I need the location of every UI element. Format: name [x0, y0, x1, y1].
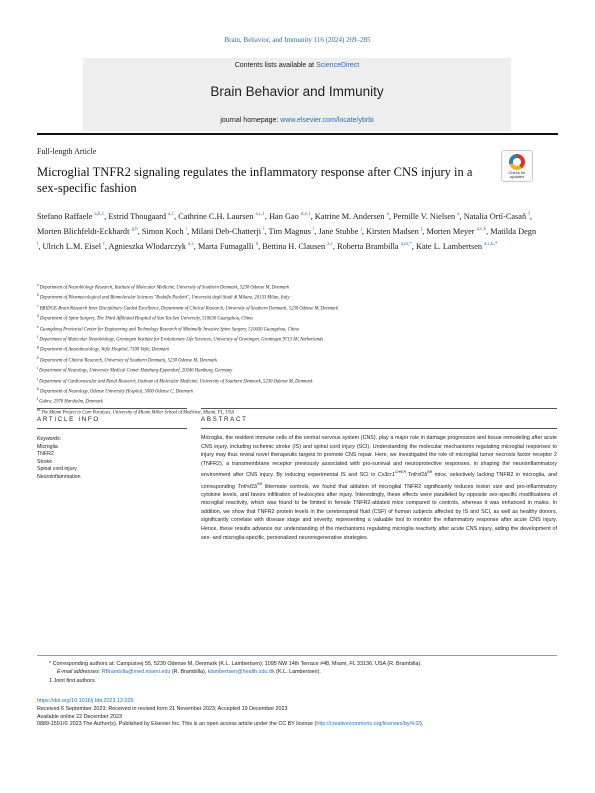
author[interactable]: [464, 212, 530, 221]
keywords-list: [37, 444, 187, 482]
author-affiliation-marks[interactable]: a,1: [168, 212, 175, 217]
author-name: Han Gao: [269, 211, 299, 221]
author-affiliation-marks[interactable]: a: [457, 212, 460, 217]
author-name: Milani Deb-Chatterji: [191, 226, 262, 236]
gene-name: Tnfrsf1b: [237, 483, 258, 490]
author-name: Roberta Brambilla: [337, 242, 399, 252]
affiliation-text: BRIDGE-Brain Research Inter Disciplinary Guided Excellence, Department of Clinical Research, University of Southern Denmark, 5230 Odense M, Denmark: [38, 306, 339, 312]
affiliation: [37, 365, 557, 375]
author-affiliation-marks[interactable]: i: [185, 227, 188, 233]
affiliation-mark: i: [37, 366, 38, 371]
author[interactable]: [37, 227, 138, 236]
homepage-link[interactable]: www.elsevier.com/locate/ybrbi: [280, 117, 374, 124]
affiliation-text: Department of Anaesthesiology, Vejle Hospital, 7100 Vejle, Denmark: [38, 348, 170, 353]
author[interactable]: [262, 242, 333, 251]
contents-prefix: Contents lists available at: [234, 62, 317, 69]
author-name: Simon Koch: [141, 226, 184, 236]
author[interactable]: [337, 242, 412, 251]
doi-link[interactable]: https://doi.org/10.1016/j.bbi.2023.12.025: [37, 698, 134, 704]
author-name: Matilda Degn: [490, 226, 537, 236]
affiliation-text: The Miami Project to Cure Paralysis, University of Miami Miller School of Medicine, Miami, FL, USA: [39, 410, 234, 416]
author[interactable]: [318, 227, 361, 236]
author-affiliation-marks[interactable]: b: [255, 242, 259, 248]
joint-author-footnote: 1 Joint first authors.: [49, 677, 97, 684]
author-name: Katrine M. Andersen: [314, 211, 385, 221]
keywords-label: Keywords:: [37, 436, 62, 442]
check-for-updates-badge[interactable]: [501, 150, 533, 182]
email-owner: (R. Brambilla),: [170, 669, 208, 676]
copyright-line: [37, 721, 557, 729]
affiliation: [37, 355, 557, 365]
affiliation: [37, 396, 557, 406]
affiliation-mark: g: [37, 345, 39, 350]
author-name: Cathrine C.H. Laursen: [178, 211, 254, 221]
affiliation: [37, 303, 557, 313]
keyword: Stroke: [37, 458, 52, 465]
author[interactable]: [269, 212, 311, 221]
keyword: Neuroinflammation: [37, 473, 81, 480]
affiliation: [37, 313, 557, 323]
author-affiliation-marks[interactable]: a,m,*: [400, 242, 412, 248]
journal-name: Brain Behavior and Immunity: [210, 84, 384, 99]
author-affiliation-marks[interactable]: a,c: [188, 242, 194, 248]
gene-name: :Tnfrsf1b: [406, 471, 428, 478]
header-rule: [37, 133, 558, 135]
affiliation-text: Department of Cardiovascular and Renal Research, Institute of Molecular Medicine, University of Southern Denmark, 5230 Odense M, Denmark: [38, 379, 313, 385]
author-name: Ulrich L.M. Eisel: [42, 242, 102, 252]
affiliation-mark: k: [37, 387, 39, 392]
keyword: Spinal cord injury: [37, 466, 77, 473]
keywords-block: [37, 436, 187, 482]
copyright-suffix: ).: [420, 721, 424, 728]
author-name: Morten Blichfeldt-Eckhardt: [37, 226, 130, 236]
abstract-rule: [201, 408, 557, 409]
email-link-brambilla[interactable]: RBrambilla@med.miami.edu: [101, 669, 171, 676]
contents-line: [83, 62, 511, 69]
author[interactable]: [416, 242, 497, 251]
author-affiliation-marks[interactable]: j: [420, 227, 423, 233]
copyright-text: 0889-1591/© 2023 The Author(s). Published by Elsevier Inc. This is an open access article under the CC BY license (: [37, 721, 317, 728]
author-name: Estrid Thougaard: [108, 211, 167, 221]
affiliation: [37, 282, 557, 292]
check-updates-icon: [509, 154, 525, 170]
license-link[interactable]: http://creativecommons.org/licenses/by/4.0/: [316, 721, 421, 728]
author[interactable]: [426, 227, 486, 236]
author-affiliation-marks[interactable]: a,c,k,*: [484, 242, 498, 248]
author-affiliation-marks[interactable]: g,h: [131, 227, 138, 233]
affiliation-mark: m: [37, 407, 40, 412]
affiliation-mark: l: [37, 397, 38, 402]
journal-citation[interactable]: Brain, Behavior, and Immunity 116 (2024) 269–285: [224, 36, 371, 44]
gene-sup: fl/fl: [257, 481, 263, 486]
affiliation-mark: e: [37, 324, 39, 329]
author-name: Kirsten Madsen: [365, 226, 419, 236]
affiliation-mark: c: [37, 303, 39, 308]
affiliation: [37, 324, 557, 334]
abstract-heading: ABSTRACT: [201, 416, 248, 423]
author-affiliation-marks[interactable]: j: [360, 227, 362, 233]
affiliation-text: Gubra, 2970 Hørsholm, Denmark: [38, 400, 103, 406]
affiliation-mark: b: [37, 293, 39, 298]
affiliation-text: Guangdong Provincial Center for Engineering and Technology Research of Minimally Invasive Spine Surgery, 510630 Guangzhou, China: [38, 327, 300, 333]
homepage-prefix: journal homepage:: [220, 117, 281, 124]
author-name: Stefano Raffaele: [37, 211, 93, 221]
author-affiliation-marks[interactable]: a,c,k: [476, 227, 487, 233]
abstract-text: [201, 434, 557, 542]
abstract-rule-lower: [201, 428, 557, 429]
affiliation-mark: a: [37, 283, 39, 287]
email-label: E-mail addresses:: [57, 669, 102, 676]
author-name: Agnieszka Wlodarczyk: [108, 242, 187, 252]
author-affiliation-marks[interactable]: i: [263, 227, 265, 233]
badge-label: Check for updates: [508, 169, 526, 179]
author-list: Stefano Raffaele $^{a,b,1}$, Estrid Thougaard $^{a,1}$, Cathrine C.H. Laursen $^{a,c,1}$, Han Gao $^{d,e,1}$, Katrine M. Andersen $^a$, Pernille V. Nielsen $^a$, Natalia Ortí-Casañ $^f$, Morten Blichfeldt-Eckhardt $^{g,h}$, Simon Koch $^i$, Milani Deb-Chatterji $^i$, Tim Magnus $^i$, Jane Stubbe $^j$, Kirsten Madsen $^j$, Morten Meyer $^{a,c,k}$, Matilda Degn $^l$, Ulrich L.M. Eisel $^f$, Agnieszka Wlodarczyk $^{a,c}$, Marta Fumagalli $^b$, Bettina H. Clausen $^{a,c}$, Roberta Brambilla $^{a,m,*}$, Kate L. Lambertsen $^{a,c,k,*}$: [37, 211, 537, 252]
affiliation-list: [37, 282, 557, 417]
affiliation: [37, 344, 557, 354]
affiliation: [37, 292, 557, 302]
footnotes: [37, 660, 557, 685]
author-affiliation-marks[interactable]: d,e,1: [300, 212, 311, 217]
author[interactable]: [142, 227, 187, 236]
author-affiliation-marks[interactable]: i: [312, 227, 315, 233]
homepage-line: [83, 117, 511, 124]
author[interactable]: [393, 212, 459, 221]
author[interactable]: [108, 212, 174, 221]
author[interactable]: [178, 212, 265, 221]
affiliation-text: Department of Neurology, Odense University Hospital, 5000 Odense C, Denmark: [38, 389, 194, 395]
gene-sup: CreER: [394, 470, 407, 475]
affiliation-text: Department of Clinical Research, University of Southern Denmark, 5230 Odense M, Denmark: [38, 358, 218, 364]
author-name: Bettina H. Clausen: [262, 242, 326, 252]
author[interactable]: [109, 242, 194, 251]
author-name: Kate L. Lambertsen: [415, 242, 483, 252]
author-affiliation-marks[interactable]: a: [386, 212, 389, 217]
affiliation-mark: f: [37, 335, 39, 340]
abstract-part: littermate controls, we found that ablation of microglial TNFR2 significantly reduces lesion size and pro-inflammatory cytokine levels, and favors infiltration of leukocytes after injury. Interestingly, these effects were paralleled by opposite sex-specific modifications of microglial reactivity, which was found to be limited in female TNFR2-ablated mice compared to controls, whereas it was enhanced in males. In addition, we show that TNFR2 protein levels in the cerebrospinal fluid (CSF) of human subjects affected by IS and SCI, as well as healthy donors, significantly correlate with disease stage and severity, representing a valuable tool to monitor the inflammatory response after acute CNS injury. Hence, these results advance our understanding of the mechanisms regulating microglia reactivity after acute CNS injury, aiding the development of sex- and microglia-specific, personalized neuroregenerative strategies.: [201, 483, 557, 541]
affiliation-text: Department of Neurology, University Medical Center Hamburg-Eppendorf, 20246 Hamburg, Germany: [38, 368, 233, 374]
author[interactable]: [191, 227, 264, 236]
affiliation-text: Department of Molecular Neurobiology, Groningen Institute for Evolutionary Life Sciences, University of Groningen, Groningen 9713 AV, Netherlands: [38, 337, 324, 343]
article-type: Full-length Article: [37, 147, 97, 156]
affiliation-mark: d: [37, 314, 39, 319]
abstract-part: mice, selectively lacking TNFR2 in microglia, and corresponding: [201, 471, 557, 490]
affiliation: [37, 376, 557, 386]
affiliation-mark: h: [37, 355, 39, 360]
email-link-lambertsen[interactable]: klambertsen@health.sdu.dk: [207, 669, 275, 676]
article-info-heading: ARTICLE INFO: [37, 416, 100, 423]
article-title: Microglial TNFR2 signaling regulates the inflammatory response after CNS injury in a sex-specific fashion: [37, 165, 473, 195]
abstract-part: Microglia, the resident immune cells of the central nervous system (CNS), play a major role in damage progression and tissue remodeling after acute CNS injury, including ischemic stroke (IS) and spinal cord injury (SCI). Understanding the molecular mechanisms regulating microglial responses to injury may thus reveal novel therapeutic targets to promote CNS repair. Here, we investigated the role of microglial tumor necrosis factor receptor 2 (TNFR2), a transmembrane receptor previously associated with pro-survival and neuroprotective responses, in shaping the neuroinflammatory environment after CNS injury. By inducing experimental IS and SCI in: [201, 435, 557, 478]
author[interactable]: [269, 227, 315, 236]
gene-name: Cx3cr1: [377, 471, 395, 478]
article-history: [37, 698, 557, 729]
available-online: Available online 22 December 2023: [37, 713, 123, 720]
author-affiliation-marks[interactable]: a,b,1: [94, 212, 105, 217]
affiliation-text: Department of Neurobiology Research, Institute of Molecular Medicine, University of Southern Denmark, 5230 Odense M, Denmark: [38, 285, 290, 291]
author-name: Natalia Ortí-Casañ: [463, 211, 527, 221]
author-name: Tim Magnus: [268, 226, 311, 236]
author-name: Marta Fumagalli: [197, 242, 254, 252]
affiliation: [37, 386, 557, 396]
email-footnote: [37, 668, 557, 676]
author[interactable]: [37, 212, 104, 221]
received-dates: Received 6 September 2023; Received in revised form 21 November 2023; Accepted 19 December 2023: [37, 705, 288, 712]
author[interactable]: [366, 227, 422, 236]
keyword: TNFR2: [37, 451, 54, 458]
sciencedirect-link[interactable]: ScienceDirect: [316, 62, 360, 69]
author-affiliation-marks[interactable]: l: [37, 242, 39, 248]
affiliation: [37, 334, 557, 344]
affiliation-mark: j: [37, 376, 38, 381]
author[interactable]: [43, 242, 105, 251]
article-info-rule: [37, 408, 187, 409]
author-affiliation-marks[interactable]: a,c: [327, 242, 333, 248]
author-affiliation-marks[interactable]: f: [528, 212, 530, 217]
author-name: Jane Stubbe: [318, 226, 359, 236]
article-info-rule-lower: [37, 428, 187, 429]
author[interactable]: [315, 212, 389, 221]
keyword: Microglia: [37, 443, 58, 450]
author-name: Morten Meyer: [426, 226, 475, 236]
author-affiliation-marks[interactable]: f: [103, 242, 105, 248]
author[interactable]: [198, 242, 258, 251]
email-owner: (K.L. Lambertsen).: [274, 669, 321, 676]
affiliation-text: Department of Pharmacological and Biomolecular Sciences "Rodolfo Paoletti", Università degli Studi di Milano, 20133 Milan, Italy: [38, 295, 290, 301]
gene-sup: fl/fl: [427, 470, 433, 475]
affiliation-text: Department of Spine Surgery, The Third Affiliated Hospital of Sun Yat-Sen University, 510630 Guangzhou, China: [38, 316, 253, 322]
corresponding-footnote: * Corresponding authors at: Campusvej 55, 5230 Odense M, Denmark (K.L. Lambertsen); 1095 NW 14th Terrace #48, Miami, FL 33136, USA (R. Brambilla).: [49, 661, 422, 667]
author-name: Pernille V. Nielsen: [393, 211, 456, 221]
author-affiliation-marks[interactable]: a,c,1: [255, 212, 265, 217]
